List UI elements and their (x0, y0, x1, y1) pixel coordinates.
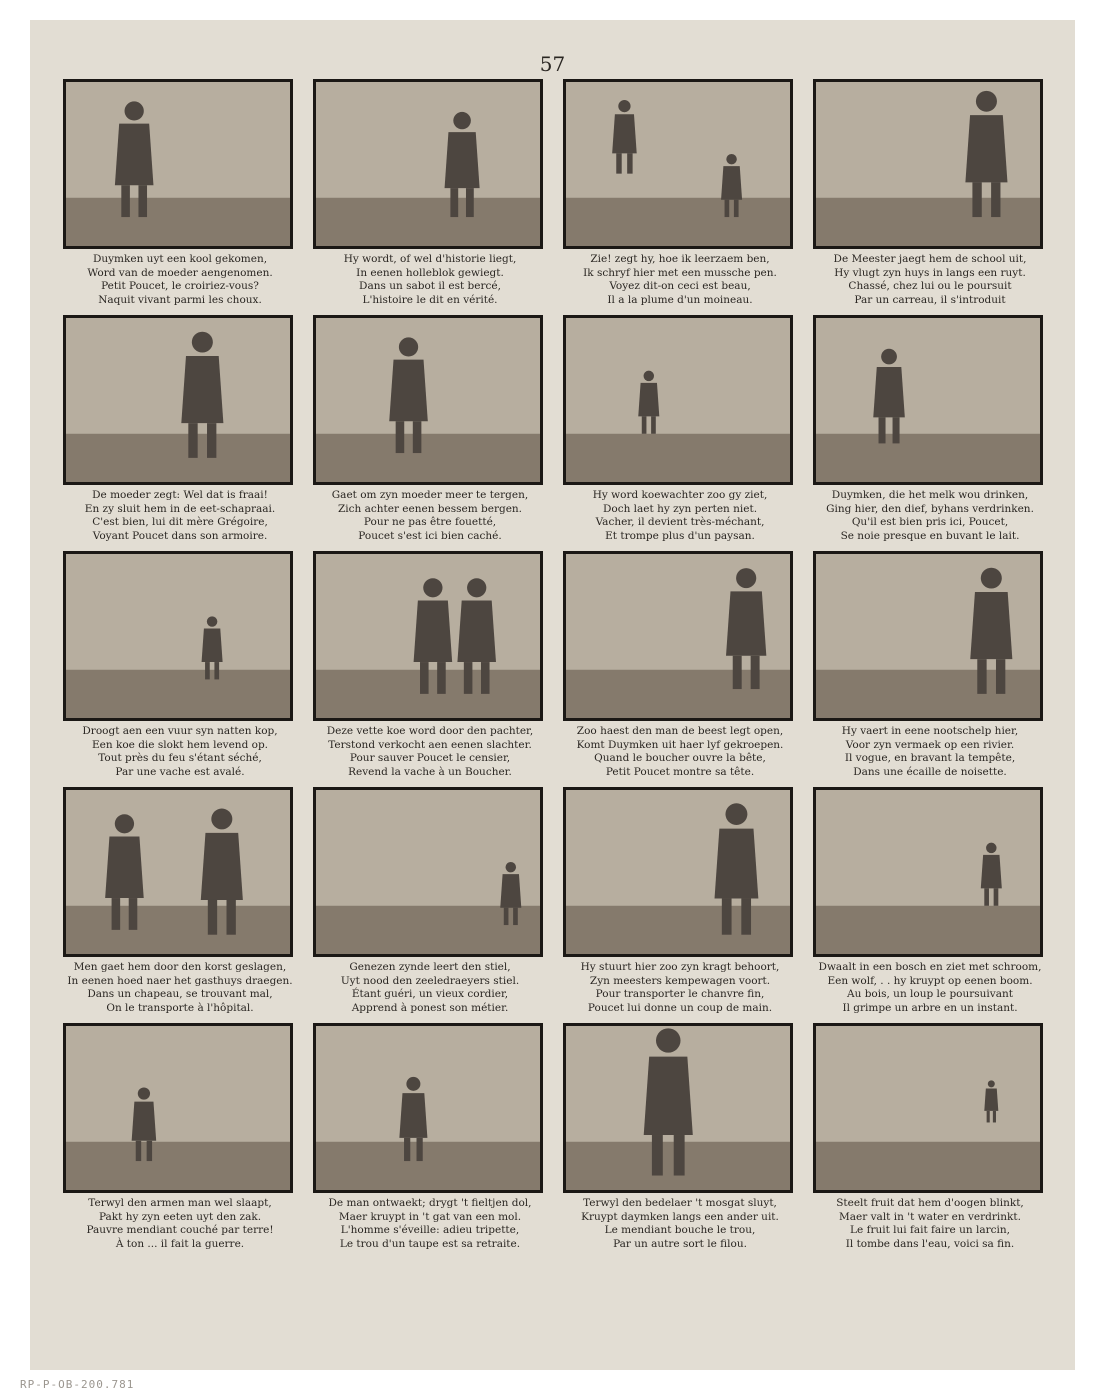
panel-caption (55, 489, 305, 543)
caption-line: De man ontwaekt; drygt 't fieltjen dol, (328, 1197, 532, 1209)
caption-line: Dwaalt in een bosch en ziet met schroom, (818, 961, 1042, 973)
caption-line: Apprend à ponest son métier. (351, 1001, 509, 1014)
caption-line: Maer kruypt in 't gat van een mol. (338, 1210, 522, 1223)
woodcut-illustration (313, 551, 543, 721)
panel-caption (305, 253, 555, 307)
woodcut-illustration (563, 315, 793, 485)
panel-caption (555, 253, 805, 307)
panel (305, 75, 555, 311)
caption-line: Zyn meesters kempewagen voort. (589, 974, 771, 987)
caption-line: In eenen holleblok gewiegt. (356, 266, 504, 279)
caption-line: Komt Duymken uit haer lyf gekroepen. (576, 738, 784, 751)
caption-line: Il tombe dans l'eau, voici sa fin. (845, 1237, 1015, 1250)
caption-line: Poucet lui donne un coup de main. (587, 1001, 773, 1014)
caption-line: Il a la plume d'un moineau. (607, 293, 753, 306)
panel-caption (555, 961, 805, 1015)
man-by-river-picture (816, 554, 1040, 718)
woodcut-illustration (63, 787, 293, 957)
panel (805, 75, 1055, 311)
woodcut-illustration (813, 787, 1043, 957)
caption-line: Pour sauver Poucet le censier, (349, 752, 511, 764)
caption-line: Pauvre mendiant couché par terre! (86, 1224, 274, 1236)
master-with-stick-picture (816, 82, 1040, 246)
panel (805, 311, 1055, 547)
archive-stamp: RP-P-OB-200.781 (20, 1378, 135, 1391)
oxen-and-boy-picture (566, 318, 790, 482)
caption-line: Il vogue, en bravant la tempête, (844, 752, 1016, 764)
butcher-and-cow-picture (566, 554, 790, 718)
caption-line: Genezen zynde leert den stiel, (349, 961, 511, 973)
caption-line: Voyez dit-on ceci est beau, (609, 280, 751, 292)
panel (55, 547, 305, 783)
caption-line: On le transporte à l'hôpital. (106, 1001, 254, 1014)
ropemaker-wheel-picture (316, 790, 540, 954)
panel-caption (55, 725, 305, 779)
caption-line: Par un autre sort le filou. (613, 1237, 747, 1250)
caption-line: Hy stuurt hier zoo zyn kragt behoort, (580, 961, 780, 973)
caption-line: Pour transporter le chanvre fin, (595, 988, 765, 1000)
sleeping-beggar-picture (66, 1026, 290, 1190)
panel (305, 1019, 555, 1255)
panel-caption (305, 725, 555, 779)
panel-caption (805, 725, 1055, 779)
man-reclining-picture (316, 1026, 540, 1190)
caption-line: Maer valt in 't water en verdrinkt. (839, 1210, 1021, 1223)
panel (555, 547, 805, 783)
caption-line: Kruypt daymken langs een ander uit. (581, 1210, 779, 1223)
woodcut-illustration (813, 551, 1043, 721)
panel-caption (55, 961, 305, 1015)
caption-line: Duymken, die het melk wou drinken, (831, 489, 1029, 501)
caption-line: Men gaet hem door den korst geslagen, (73, 961, 287, 973)
woodcut-illustration (63, 551, 293, 721)
panel-caption (805, 961, 1055, 1015)
caption-line: Ging hier, den dief, byhans verdrinken. (826, 502, 1034, 515)
caption-line: C'est bien, lui dit mère Grégoire, (92, 516, 268, 528)
caption-line: Hy wordt, of wel d'historie liegt, (343, 253, 517, 265)
panel (805, 547, 1055, 783)
caption-line: Qu'il est bien pris ici, Poucet, (851, 516, 1009, 528)
woodcut-illustration (563, 1023, 793, 1193)
man-with-cart-picture (566, 790, 790, 954)
panel-caption (555, 489, 805, 543)
caption-line: Duymken uyt een kool gekomen, (92, 253, 268, 265)
beggar-with-cane-picture (566, 1026, 790, 1190)
caption-line: In eenen hoed naer het gasthuys draegen. (67, 974, 293, 987)
panel (305, 783, 555, 1019)
woodcut-illustration (813, 315, 1043, 485)
caption-line: Hy vlugt zyn huys in langs een ruyt. (834, 266, 1026, 279)
caption-line: L'homme s'éveille: adieu tripette, (340, 1224, 520, 1236)
woodcut-illustration (813, 1023, 1043, 1193)
caption-line: Doch laet hy zyn perten niet. (602, 502, 758, 515)
panel-caption (555, 725, 805, 779)
panel (555, 783, 805, 1019)
caption-line: Hy word koewachter zoo gy ziet, (592, 489, 768, 501)
page-number: 57 (539, 52, 566, 76)
woodcut-illustration (313, 1023, 543, 1193)
caption-line: Terwyl den armen man wel slaapt, (88, 1197, 272, 1209)
caption-line: Tout près du feu s'étant séché, (98, 752, 262, 764)
caption-line: Dans un sabot il est bercé, (359, 280, 501, 292)
woman-beside-cabbage-picture (66, 82, 290, 246)
woodcut-illustration (63, 1023, 293, 1193)
woodcut-illustration (313, 79, 543, 249)
tree-and-fence-picture (816, 1026, 1040, 1190)
caption-line: Een koe die slokt hem levend op. (91, 738, 269, 751)
panel (305, 547, 555, 783)
caption-line: L'histoire le dit en vérité. (362, 293, 498, 306)
panel-caption (305, 489, 555, 543)
caption-line: Chassé, chez lui ou le poursuit (848, 280, 1012, 292)
caption-line: Par une vache est avalé. (115, 765, 245, 778)
wolf-in-woods-picture (816, 790, 1040, 954)
caption-line: Et trompe plus d'un paysan. (605, 529, 755, 542)
woodcut-illustration (313, 315, 543, 485)
caption-line: Hy vaert in eene nootschelp hier, (841, 725, 1019, 737)
caption-line: Zie! zegt hy, hoe ik leerzaem ben, (590, 253, 770, 265)
panel (55, 311, 305, 547)
panel-caption (305, 961, 555, 1015)
caption-line: Poucet s'est ici bien caché. (358, 529, 502, 542)
woodcut-illustration (63, 315, 293, 485)
caption-line: Vacher, il devient très-méchant, (595, 516, 765, 528)
panel (55, 75, 305, 311)
caption-line: Zich achter eenen bessem bergen. (337, 502, 523, 515)
caption-line: Le fruit lui fait faire un larcin, (850, 1224, 1010, 1236)
panel (805, 1019, 1055, 1255)
caption-line: Voyant Poucet dans son armoire. (92, 529, 268, 542)
caption-line: Ik schryf hier met een mussche pen. (583, 266, 777, 279)
caption-line: Au bois, un loup le poursuivant (847, 988, 1013, 1000)
caption-line: Pour ne pas être fouetté, (363, 516, 497, 528)
woodcut-illustration (563, 787, 793, 957)
woodcut-illustration (313, 787, 543, 957)
panel (555, 1019, 805, 1255)
caption-line: Quand le boucher ouvre la bête, (594, 752, 766, 764)
cow-farmer-couple-picture (316, 554, 540, 718)
caption-line: Pakt hy zyn eeten uyt den zak. (98, 1210, 262, 1223)
caption-line: Naquit vivant parmi les choux. (98, 293, 262, 306)
caption-line: Word van de moeder aengenomen. (87, 266, 273, 279)
caption-line: Petit Poucet montre sa tête. (605, 765, 755, 778)
panel-caption (55, 253, 305, 307)
caption-line: De moeder zegt: Wel dat is fraai! (92, 489, 268, 501)
panel (555, 311, 805, 547)
caption-line: Gaet om zyn moeder meer te tergen, (331, 489, 529, 501)
caption-line: Droogt aen een vuur syn natten kop, (82, 725, 278, 737)
panel-grid (55, 75, 1055, 1275)
caption-line: De Meester jaegt hem de school uit, (833, 253, 1027, 265)
caption-line: À ton ... il fait la guerre. (115, 1237, 245, 1250)
woman-with-cradle-picture (316, 82, 540, 246)
caption-line: En zy sluit hem in de eet-schapraai. (84, 502, 276, 515)
woodcut-illustration (563, 551, 793, 721)
panel (555, 75, 805, 311)
caption-line: Il grimpe un arbre en un instant. (842, 1001, 1018, 1014)
panel-caption (805, 489, 1055, 543)
caption-line: Terstond verkocht aen eenen slachter. (328, 738, 532, 751)
cow-at-fire-picture (66, 554, 290, 718)
caption-line: Terwyl den bedelaer 't mosgat sluyt, (583, 1197, 777, 1209)
caption-line: Dans un chapeau, se trouvant mal, (87, 988, 273, 1000)
caption-line: Revend la vache à un Boucher. (348, 765, 512, 778)
schoolmaster-at-desk-picture (566, 82, 790, 246)
woman-with-broom-picture (316, 318, 540, 482)
caption-line: Zoo haest den man de beest legt open, (576, 725, 784, 737)
woodcut-illustration (563, 79, 793, 249)
caption-line: Par un carreau, il s'introduit (854, 293, 1006, 306)
caption-line: Se noie presque en buvant le lait. (840, 529, 1020, 542)
caption-line: Étant guéri, un vieux cordier, (351, 988, 509, 1000)
panel (55, 783, 305, 1019)
panel-caption (805, 253, 1055, 307)
caption-line: Deze vette koe word door den pachter, (326, 725, 534, 737)
two-men-with-hat-picture (66, 790, 290, 954)
caption-line: Le mendiant bouche le trou, (604, 1224, 756, 1236)
panel-caption (55, 1197, 305, 1251)
panel (805, 783, 1055, 1019)
woodcut-illustration (813, 79, 1043, 249)
caption-line: Petit Poucet, le croiriez-vous? (101, 280, 259, 292)
caption-line: Le trou d'un taupe est sa retraite. (339, 1237, 521, 1250)
panel-caption (305, 1197, 555, 1251)
caption-line: Uyt nood den zeeledraeyers stiel. (340, 974, 520, 987)
caption-line: Voor zyn vermaek op een rivier. (845, 738, 1015, 751)
milk-churn-picture (816, 318, 1040, 482)
caption-line: Steelt fruit dat hem d'oogen blinkt, (836, 1197, 1024, 1209)
panel (305, 311, 555, 547)
caption-line: Dans une écaille de noisette. (853, 765, 1007, 778)
woodcut-illustration (63, 79, 293, 249)
mother-at-cupboard-picture (66, 318, 290, 482)
panel (55, 1019, 305, 1255)
panel-caption (805, 1197, 1055, 1251)
caption-line: Een wolf, . . hy kruypt op eenen boom. (827, 974, 1033, 987)
panel-caption (555, 1197, 805, 1251)
